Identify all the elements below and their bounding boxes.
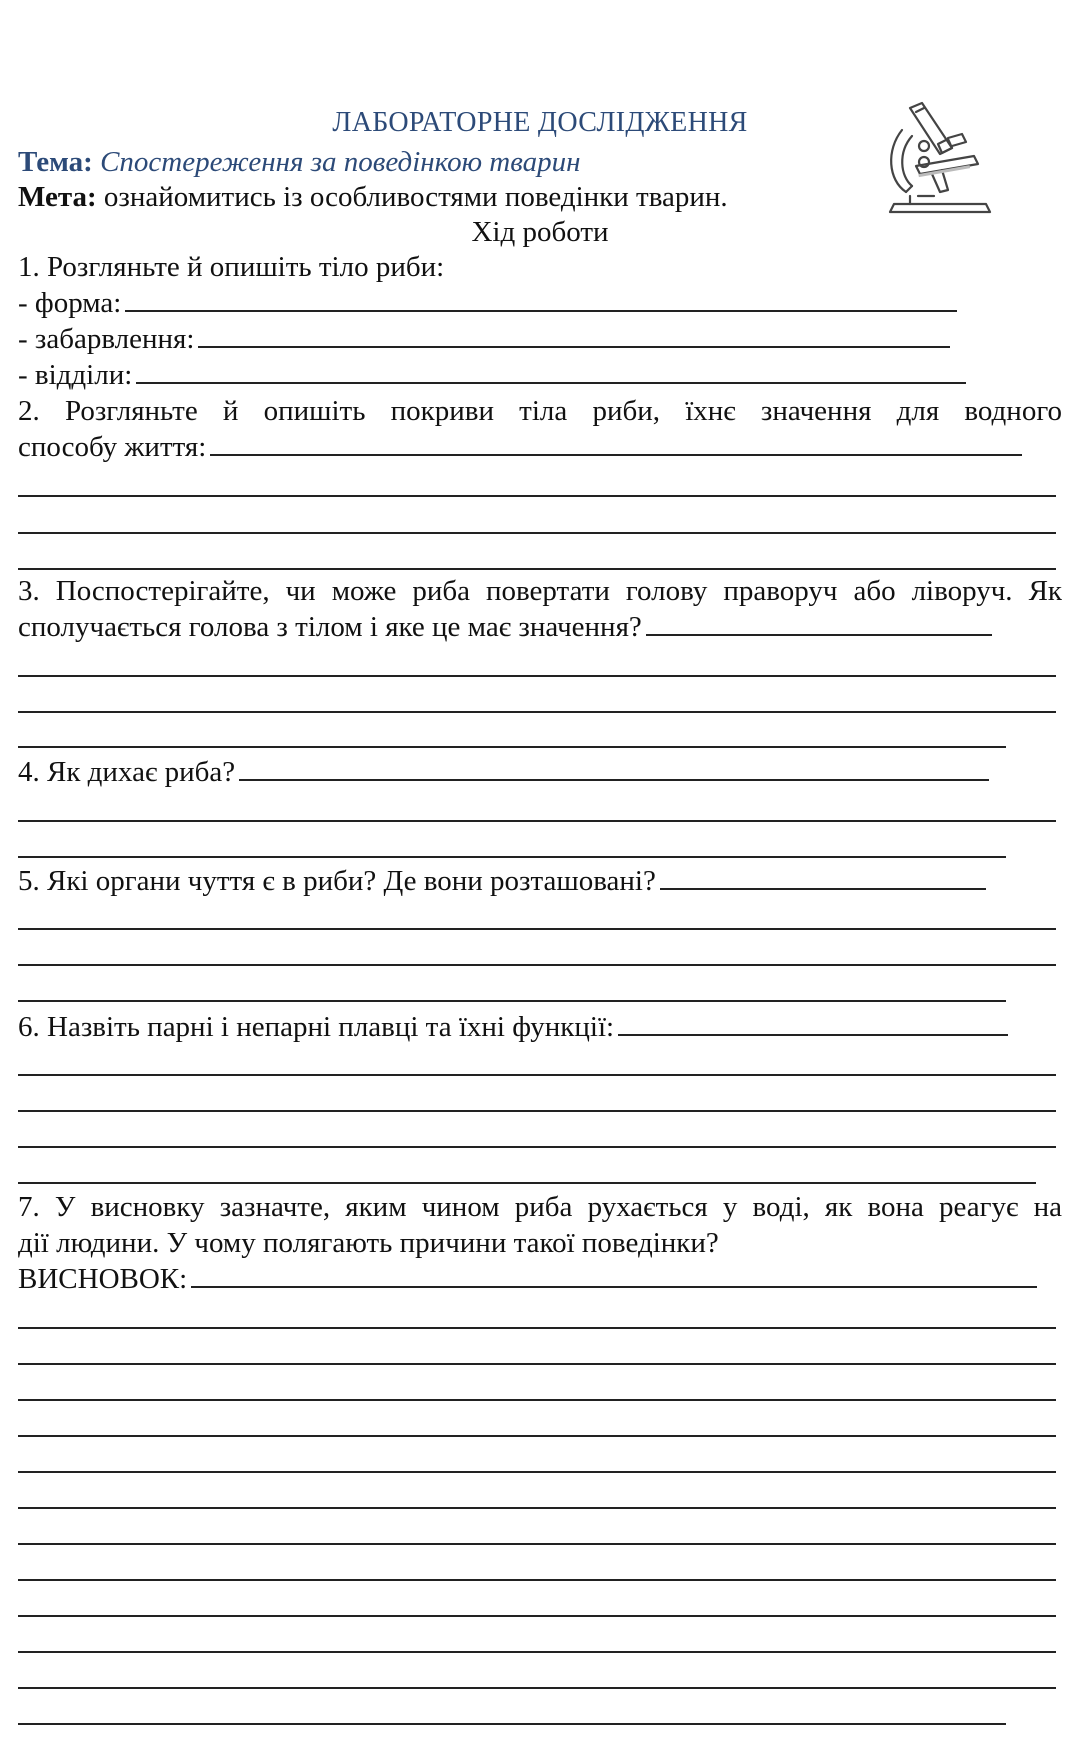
answer-line[interactable] — [18, 568, 1056, 570]
answer-line[interactable] — [18, 532, 1056, 534]
task-2-line-2 — [18, 430, 1062, 465]
task-6-line — [18, 1010, 1062, 1045]
topic-value: Спостереження за поведінкою тварин — [100, 146, 581, 178]
task-2-text: способу життя: — [18, 431, 207, 463]
task-1-parts — [18, 358, 1062, 393]
task-5-line — [18, 864, 1062, 899]
parts-label: - відділи: — [18, 359, 133, 391]
task-6-text: 6. Назвіть парні і непарні плавці та їхні функції: — [18, 1011, 615, 1043]
answer-line[interactable] — [18, 1146, 1056, 1148]
conclusion-label: ВИСНОВОК: — [18, 1263, 188, 1295]
answer-line[interactable] — [18, 1687, 1056, 1689]
form-label: - форма: — [18, 287, 122, 319]
task-4-text: 4. Як дихає риба? — [18, 756, 236, 788]
answer-line[interactable] — [18, 1110, 1056, 1112]
task-3-line-2 — [18, 610, 1062, 645]
answer-line[interactable] — [18, 495, 1056, 497]
answer-line[interactable] — [18, 1615, 1056, 1617]
answer-line[interactable] — [18, 746, 1006, 748]
answer-line[interactable] — [18, 1327, 1056, 1329]
answer-line[interactable] — [18, 1435, 1056, 1437]
answer-line[interactable] — [18, 1579, 1056, 1581]
answer-line[interactable] — [18, 675, 1056, 677]
procedure-heading: Хід роботи — [471, 216, 609, 248]
answer-line[interactable] — [18, 1723, 1006, 1725]
answer-line[interactable] — [18, 1543, 1056, 1545]
answer-line[interactable] — [18, 1399, 1056, 1401]
task-6-answer-field[interactable] — [618, 1010, 1008, 1036]
task-2-line-1: 2. Розгляньте й опишіть покриви тіла риби, їхнє значення для водного — [18, 395, 1062, 427]
task-3-line-1: 3. Поспостерігайте, чи може риба повертати голову праворуч або ліворуч. Як — [18, 575, 1062, 607]
task-3-text: сполучається голова з тілом і яке це має значення? — [18, 611, 642, 643]
task-7-line-2: дії людини. У чому полягають причини такої поведінки? — [18, 1227, 719, 1259]
task-5-text: 5. Які органи чуття є в риби? Де вони розташовані? — [18, 865, 656, 897]
color-answer-field[interactable] — [198, 322, 950, 348]
task-7-line-1: 7. У висновку зазначте, яким чином риба рухається у воді, як вона реагує на — [18, 1191, 1062, 1223]
page-title: ЛАБОРАТОРНЕ ДОСЛІДЖЕННЯ — [332, 107, 748, 138]
answer-line[interactable] — [18, 1074, 1056, 1076]
answer-line[interactable] — [18, 1363, 1056, 1365]
task-4-line — [18, 755, 1062, 790]
answer-line[interactable] — [18, 1507, 1056, 1509]
answer-line[interactable] — [18, 856, 1006, 858]
answer-line[interactable] — [18, 1471, 1056, 1473]
answer-line[interactable] — [18, 820, 1056, 822]
answer-line[interactable] — [18, 1182, 1036, 1184]
topic-label: Тема: — [18, 146, 93, 178]
task-1-heading: 1. Розгляньте й опишіть тіло риби: — [18, 251, 445, 283]
conclusion-line — [18, 1262, 1062, 1297]
color-label: - забарвлення: — [18, 323, 195, 355]
answer-line[interactable] — [18, 1651, 1056, 1653]
task-4-answer-field[interactable] — [239, 755, 989, 781]
microscope-icon — [882, 100, 994, 220]
answer-line[interactable] — [18, 711, 1056, 713]
goal-label: Мета: — [18, 181, 97, 213]
goal-value: ознайомитись із особливостями поведінки тварин. — [103, 181, 728, 213]
task-3-answer-field[interactable] — [646, 610, 992, 636]
answer-line[interactable] — [18, 1000, 1006, 1002]
task-5-answer-field[interactable] — [660, 864, 986, 890]
parts-answer-field[interactable] — [136, 358, 966, 384]
task-1-color — [18, 322, 1062, 357]
answer-line[interactable] — [18, 964, 1056, 966]
conclusion-answer-field[interactable] — [191, 1262, 1037, 1288]
answer-line[interactable] — [18, 928, 1056, 930]
form-answer-field[interactable] — [125, 286, 957, 312]
task-2-answer-field[interactable] — [210, 430, 1022, 456]
task-1-form — [18, 286, 1062, 321]
